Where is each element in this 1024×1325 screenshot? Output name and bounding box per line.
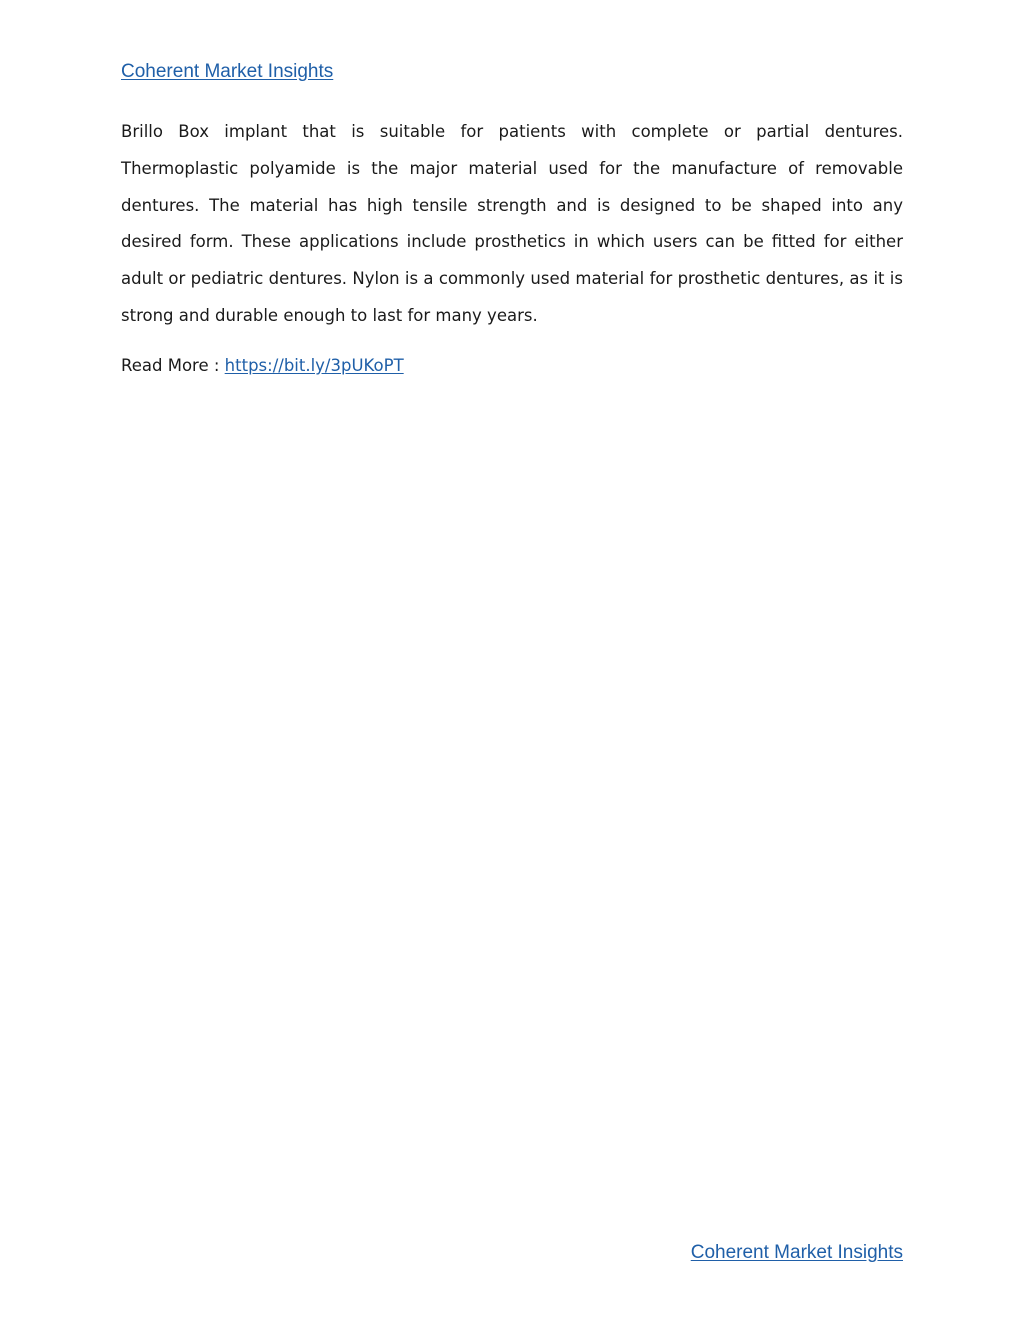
read-more-label: Read More : <box>121 356 225 375</box>
read-more-line <box>121 354 404 378</box>
article-paragraph: Brillo Box implant that is suitable for patients with complete or partial dentures. Thermoplastic polyamide is the major material used for the manufacture of removable dentures. The material has high tensile strength and is designed to be shaped into any desired form. These applications include prosthetics in which users can be fitted for either adult or pediatric dentures. Nylon is a commonly used material for prosthetic dentures, as it is strong and durable enough to last for many years. <box>121 122 903 325</box>
header-company-link[interactable]: Coherent Market Insights <box>121 61 334 82</box>
read-more-link[interactable]: https://bit.ly/3pUKoPT <box>224 356 404 375</box>
footer-company-link[interactable]: Coherent Market Insights <box>690 1242 903 1263</box>
